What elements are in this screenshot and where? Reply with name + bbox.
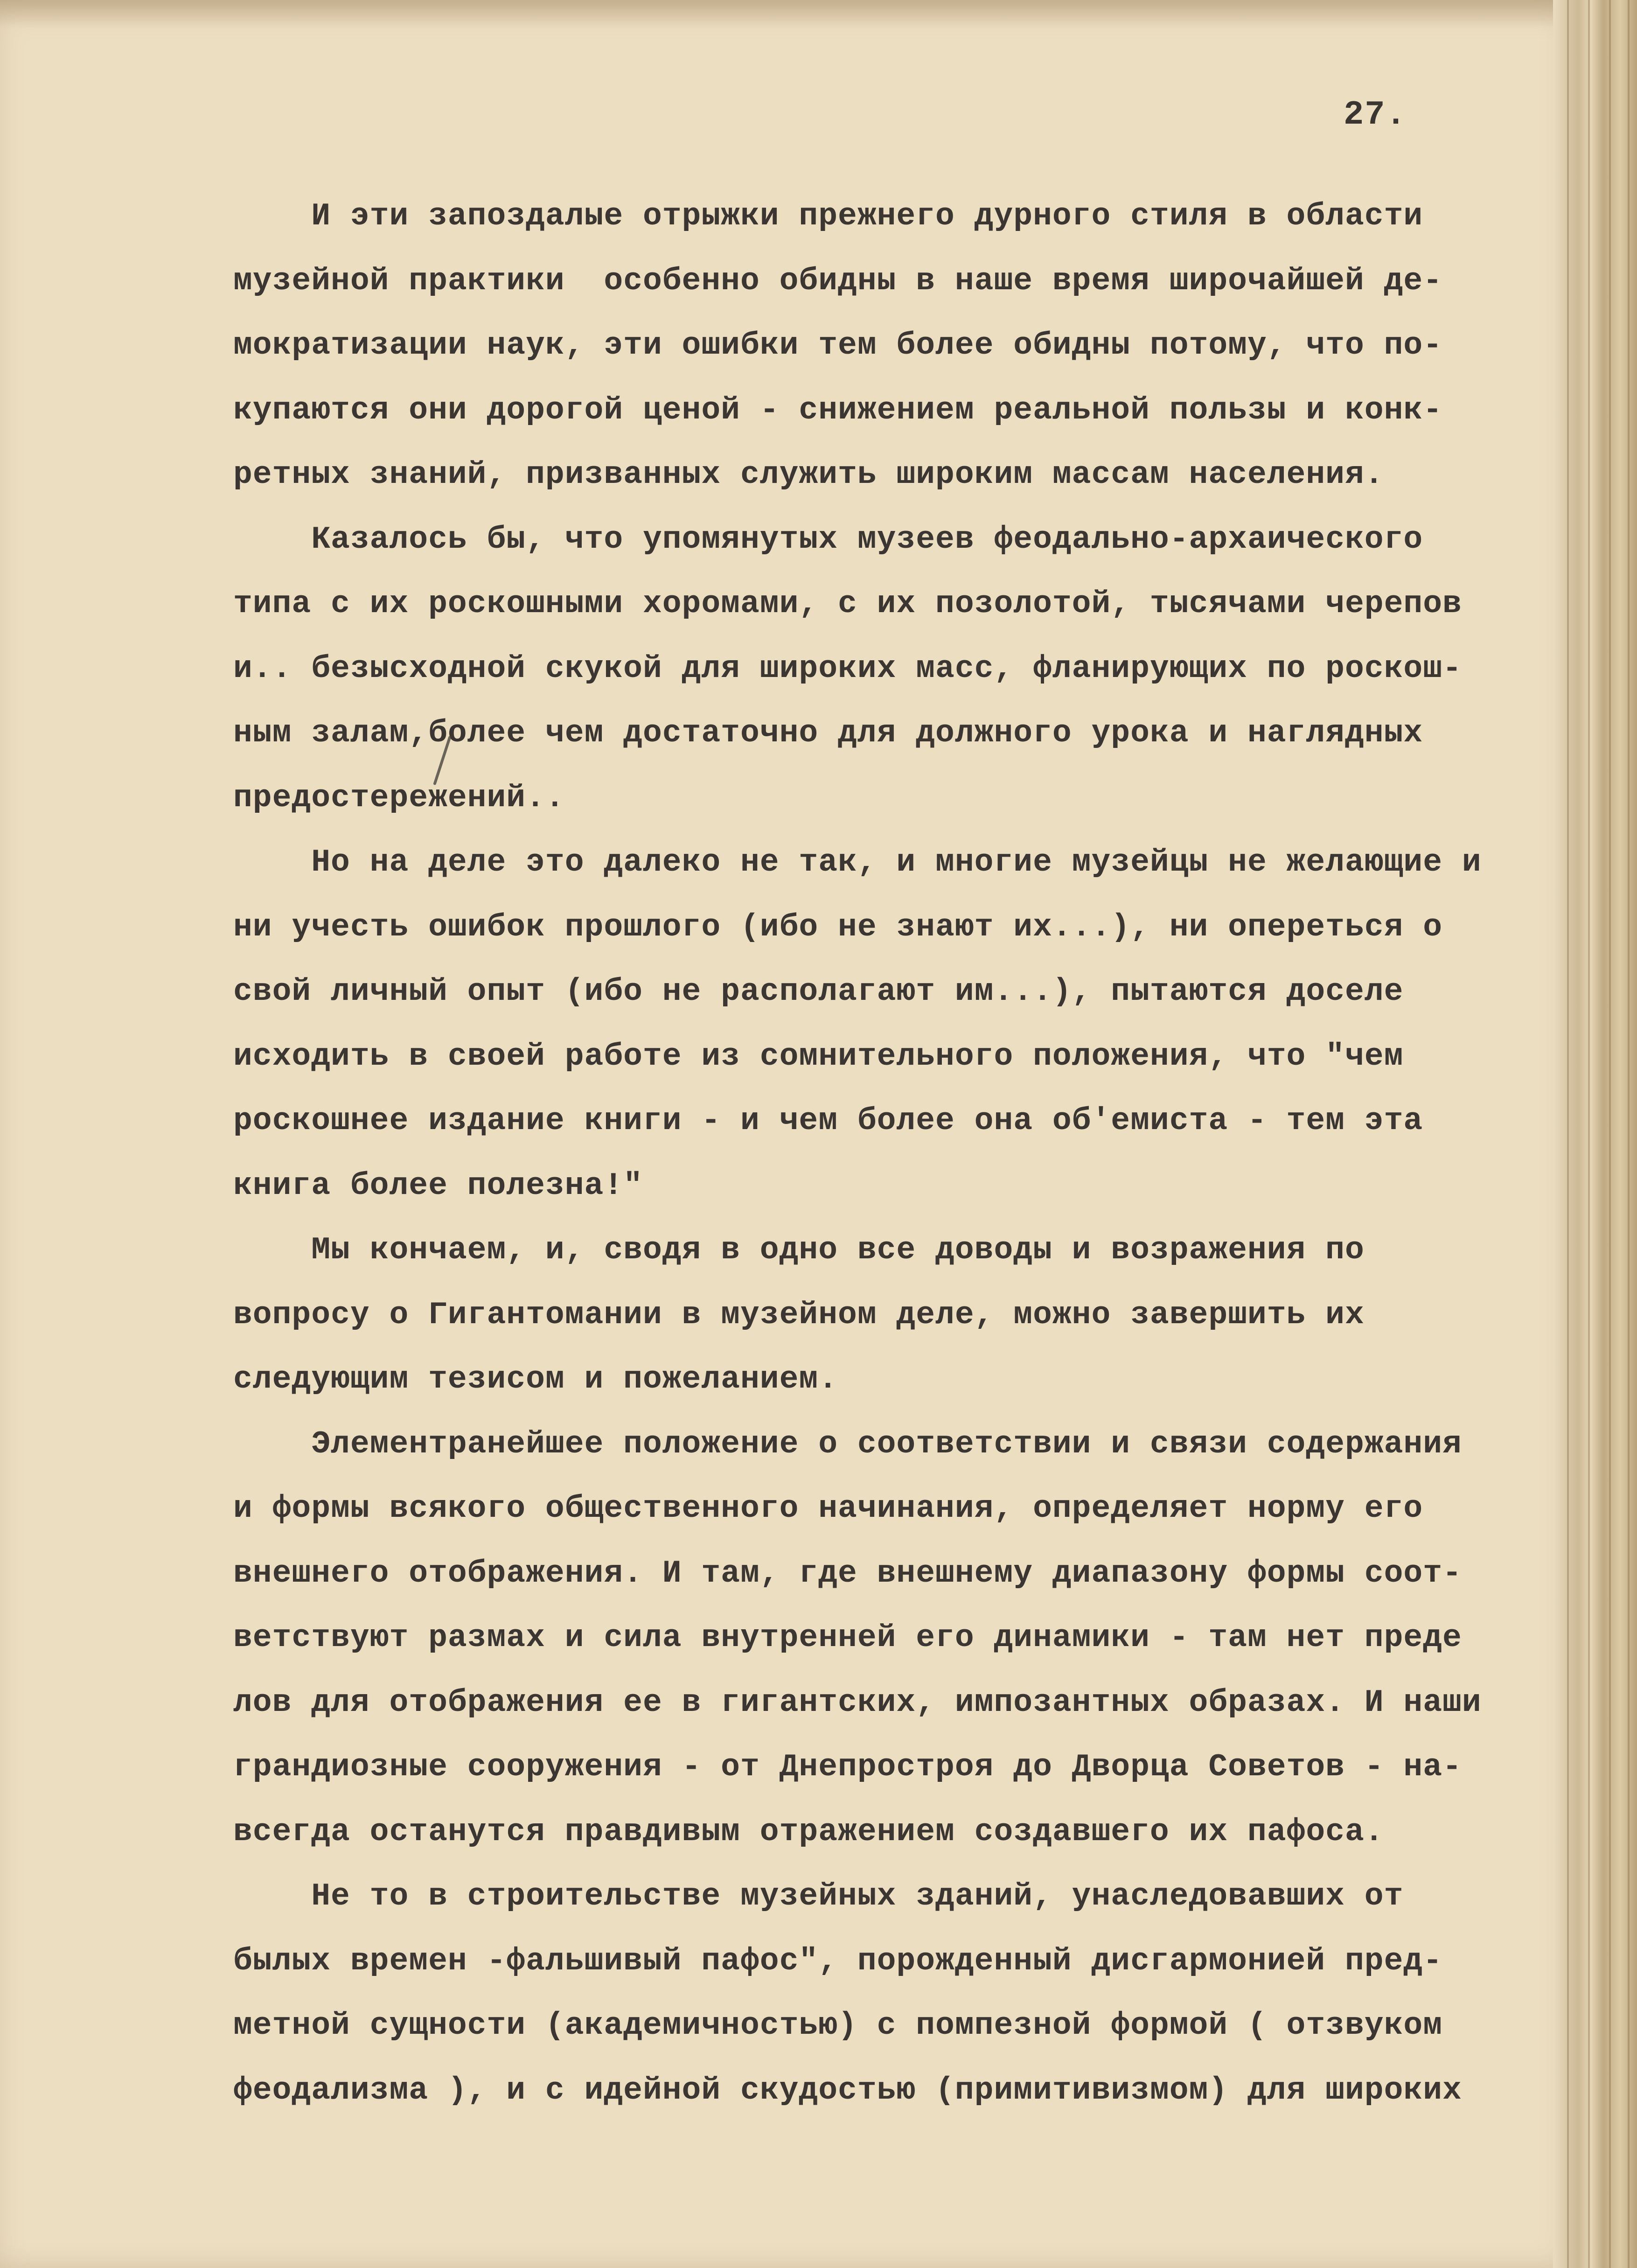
text-line: книга более полезна!" bbox=[233, 1167, 643, 1204]
page-number: 27. bbox=[1344, 96, 1407, 134]
text-line: Элементранейшее положение о соответствии и связи содержания bbox=[233, 1426, 1462, 1462]
text-line: грандиозные сооружения - от Днепростроя до Дворца Советов - на- bbox=[233, 1749, 1462, 1785]
text-line: и.. безысходной скукой для широких масс, фланирующих по роскош- bbox=[233, 650, 1462, 687]
text-line: Казалось бы, что упомянутых музеев феодально-архаического bbox=[233, 521, 1423, 558]
text-line: ни учесть ошибок прошлого (ибо не знают их...), ни опереться о bbox=[233, 909, 1443, 945]
text-line: мократизации наук, эти ошибки тем более обидны потому, что по- bbox=[233, 328, 1443, 363]
text-line: и формы всякого общественного начинания, определяет норму его bbox=[233, 1491, 1423, 1527]
text-line: всегда останутся правдивым отражением создавшего их пафоса. bbox=[233, 1814, 1384, 1850]
text-line: следующим тезисом и пожеланием. bbox=[233, 1361, 838, 1397]
text-line: типа с их роскошными хоромами, с их позолотой, тысячами черепов bbox=[233, 586, 1462, 622]
text-line: ретных знаний, призванных служить широким массам населения. bbox=[233, 457, 1384, 493]
text-line: Не то в строительстве музейных зданий, унаследовавших от bbox=[233, 1878, 1404, 1914]
text-line: былых времен -фальшивый пафос", порожденный дисгармонией пред- bbox=[233, 1943, 1443, 1979]
page-edge-line bbox=[1567, 0, 1569, 2268]
text-line: роскошнее издание книги - и чем более она об'емиста - тем эта bbox=[233, 1103, 1423, 1139]
page-edge-line bbox=[1609, 0, 1611, 2268]
text-line: Но на деле это далеко не так, и многие музейцы не желающие и bbox=[233, 844, 1482, 880]
text-line: ветствуют размах и сила внутренней его динамики - там нет преде bbox=[233, 1620, 1462, 1656]
typed-text-body bbox=[233, 184, 1586, 2123]
folder-edge-stack bbox=[1553, 0, 1637, 2268]
text-line: свой личный опыт (ибо не располагают им...), пытаются доселе bbox=[233, 974, 1404, 1010]
text-line: музейной практики особенно обидны в наше время широчайшей де- bbox=[233, 263, 1443, 299]
text-line: исходить в своей работе из сомнительного положения, что "чем bbox=[233, 1038, 1404, 1075]
text-line: лов для отображения ее в гигантских, импозантных образах. И наши bbox=[233, 1684, 1482, 1721]
text-line: внешнего отображения. И там, где внешнему диапазону формы соот- bbox=[233, 1555, 1462, 1591]
page-edge-line bbox=[1628, 0, 1630, 2268]
text-line: метной сущности (академичностью) с помпезной формой ( отзвуком bbox=[233, 2008, 1443, 2044]
page-edge-line bbox=[1588, 0, 1590, 2268]
page-top-shadow bbox=[0, 0, 1586, 28]
text-line: феодализма ), и с идейной скудостью (примитивизмом) для широких bbox=[233, 2072, 1462, 2108]
text-line: предостережений.. bbox=[233, 780, 565, 816]
text-line: купаются они дорогой ценой - снижением реальной пользы и конк- bbox=[233, 392, 1443, 428]
text-line: И эти запоздалые отрыжки прежнего дурного стиля в области bbox=[233, 198, 1423, 234]
text-line: ным залам,более чем достаточно для должного урока и наглядных bbox=[233, 715, 1423, 751]
text-line: Мы кончаем, и, сводя в одно все доводы и возражения по bbox=[233, 1232, 1365, 1268]
text-line: вопросу о Гигантомании в музейном деле, можно завершить их bbox=[233, 1297, 1365, 1333]
